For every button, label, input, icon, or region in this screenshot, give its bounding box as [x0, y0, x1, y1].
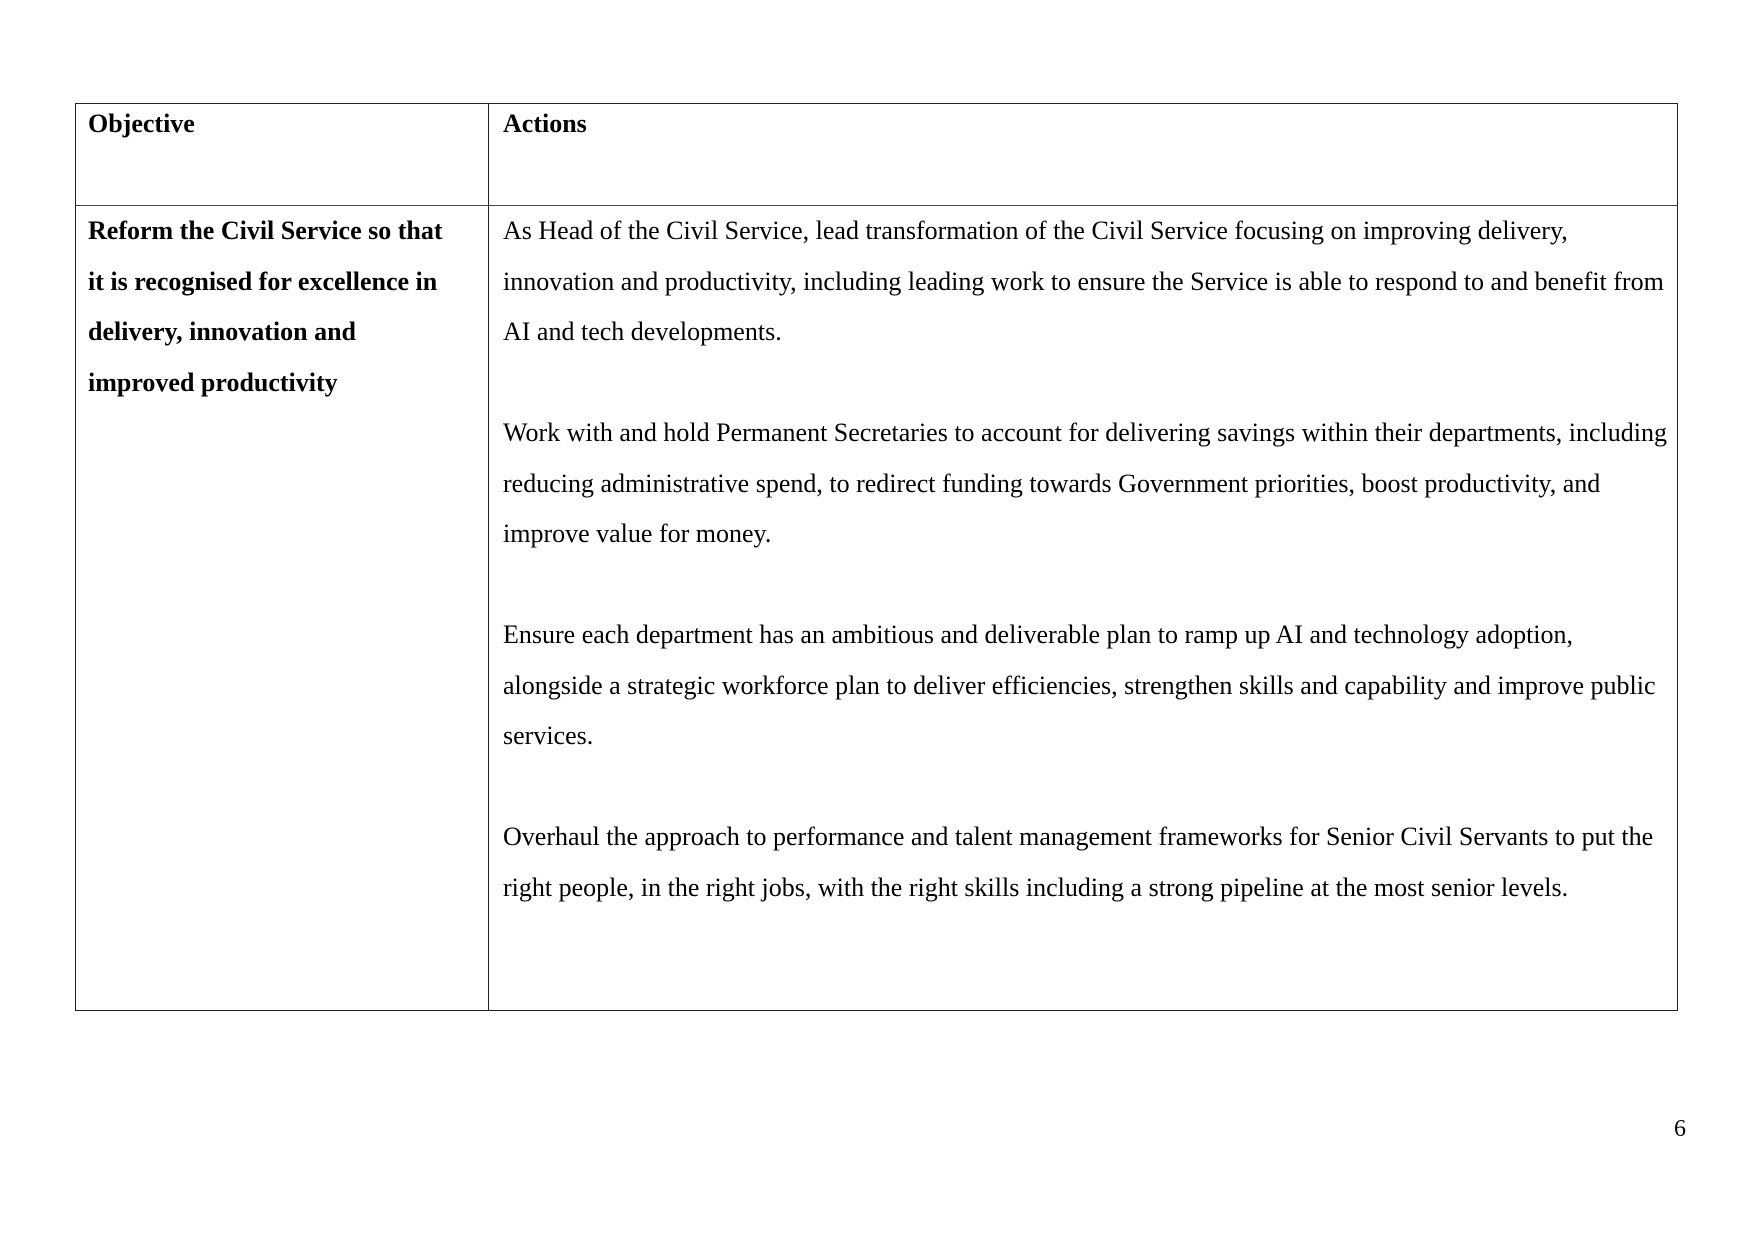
action-item: Ensure each department has an ambitious and deliverable plan to ramp up AI and technology adoption, alongside a strategic workforce plan to deliver efficiencies, strengthen skills and capability and improve public services.: [503, 620, 1656, 750]
actions-cell: [503, 206, 1668, 964]
header-objective: Objective: [88, 109, 195, 138]
column-divider: [488, 104, 489, 1010]
action-item: As Head of the Civil Service, lead transformation of the Civil Service focusing on improving delivery, innovation and productivity, including leading work to ensure the Service is able to respond to and benefit from AI and tech developments.: [503, 216, 1664, 346]
page-number: 6: [1674, 1116, 1686, 1142]
objectives-table: [75, 103, 1678, 1011]
header-actions: Actions: [503, 109, 587, 138]
objective-cell: Reform the Civil Service so that it is recognised for excellence in delivery, innovation and improved productivity: [88, 216, 443, 397]
action-item: Overhaul the approach to performance and talent management frameworks for Senior Civil Servants to put the right people, in the right jobs, with the right skills including a strong pipeline at the most senior levels.: [503, 822, 1654, 902]
action-item: Work with and hold Permanent Secretaries to account for delivering savings within their departments, including reducing administrative spend, to redirect funding towards Government priorities, boost productivity, and improve value for money.: [503, 418, 1667, 548]
